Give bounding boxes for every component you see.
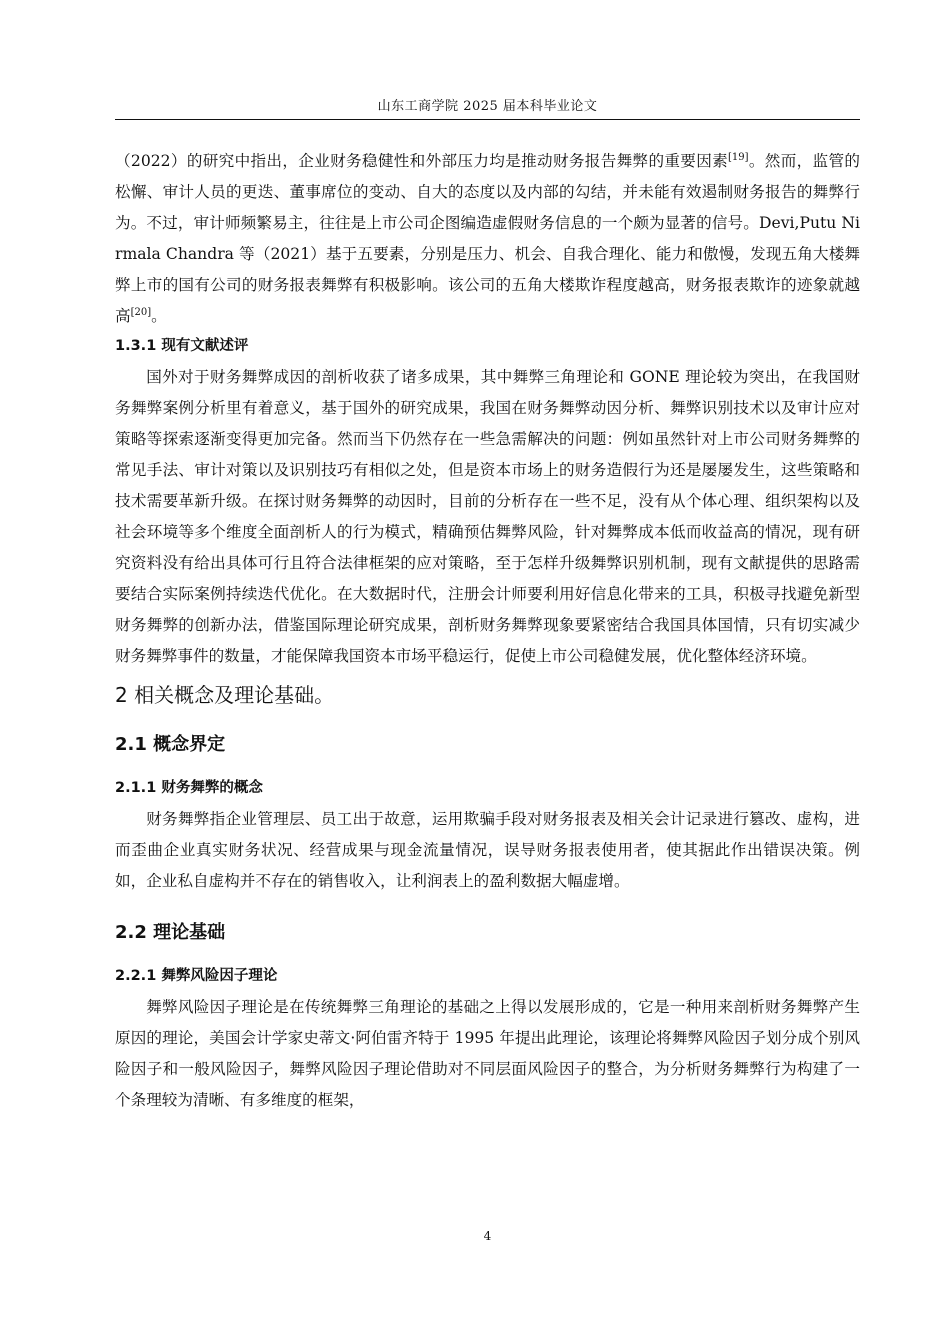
page-number: 4	[483, 1229, 492, 1243]
paragraph-risk-factor-theory: 舞弊风险因子理论是在传统舞弊三角理论的基础之上得以发展形成的，它是一种用来剖析财务舞弊产生原因的理论，美国会计学家史蒂文·阿伯雷齐特于 1995 年提出此理论，该理论将舞弊风险因子划分成个别风险因子和一般风险因子，舞弊风险因子理论借助对不同层面风险因子的整合，为分析财务舞弊行为构建了一个条理较为清晰、有多维度的框架，	[115, 997, 860, 1109]
paragraph-text: （2022）的研究中指出，企业财务稳健性和外部压力均是推动财务报告舞弊的重要因素	[115, 152, 729, 170]
paragraph-continuation	[115, 146, 860, 331]
section-heading-2-2: 2.2 理论基础	[115, 922, 226, 944]
page-body	[115, 146, 860, 1116]
paragraph-text: 。	[151, 306, 167, 325]
running-header: 山东工商学院 2025 届本科毕业论文	[377, 99, 598, 114]
section-heading-1-3-1: 1.3.1 现有文献述评	[115, 338, 249, 355]
header-rule	[115, 119, 860, 120]
paragraph-text: 。然而，监管的松懈、审计人员的更迭、董事席位的变动、自大的态度以及内部的勾结，并未能有效遏制财务报告的舞弊行为。不过，审计师频繁易主，往往是上市公司企图编造虚假财务信息的一个颇为显著的信号。Devi,Putu Nirmala Chandra 等（2021）基于五要素，分别是压力、机会、自我合理化、能力和傲慢，发现五角大楼舞弊上市的国有公司的财务报表舞弊有积极影响。该公司的五角大楼欺诈程度越高，财务报表欺诈的迹象就越高	[115, 152, 860, 325]
paragraph-fraud-concept: 财务舞弊指企业管理层、员工出于故意，运用欺骗手段对财务报表及相关会计记录进行篡改、虚构，进而歪曲企业真实财务状况、经营成果与现金流量情况，误导财务报表使用者，使其据此作出错误决策。例如，企业私自虚构并不存在的销售收入，让利润表上的盈利数据大幅虚增。	[115, 810, 860, 891]
citation-19: [19]	[728, 151, 749, 163]
section-heading-2-2-1: 2.2.1 舞弊风险因子理论	[115, 968, 278, 985]
citation-20: [20]	[130, 306, 152, 318]
section-heading-2-1-1: 2.1.1 财务舞弊的概念	[115, 780, 263, 797]
section-heading-2-1: 2.1 概念界定	[115, 734, 226, 756]
paragraph-literature-review: 国外对于财务舞弊成因的剖析收获了诸多成果，其中舞弊三角理论和 GONE 理论较为突出，在我国财务舞弊案例分析里有着意义，基于国外的研究成果，我国在财务舞弊动因分析、舞弊识别技术以及审计应对策略等探索逐渐变得更加完备。然而当下仍然存在一些急需解决的问题：例如虽然针对上市公司财务舞弊的常见手法、审计对策以及识别技巧有相似之处，但是资本市场上的财务造假行为还是屡屡发生，这些策略和技术需要革新升级。在探讨财务舞弊的动因时，目前的分析存在一些不足，没有从个体心理、组织架构以及社会环境等多个维度全面剖析人的行为模式，精确预估舞弊风险，针对舞弊成本低而收益高的情况，现有研究资料没有给出具体可行且符合法律框架的应对策略，至于怎样升级舞弊识别机制，现有文献提供的思路需要结合实际案例持续迭代优化。在大数据时代，注册会计师要利用好信息化带来的工具，积极寻找避免新型财务舞弊的创新办法，借鉴国际理论研究成果，剖析财务舞弊现象要紧密结合我国具体国情，只有切实减少财务舞弊事件的数量，才能保障我国资本市场平稳运行，促使上市公司稳健发展，优化整体经济环境。	[115, 368, 860, 665]
chapter-heading-2: 2 相关概念及理论基础。	[115, 683, 335, 708]
